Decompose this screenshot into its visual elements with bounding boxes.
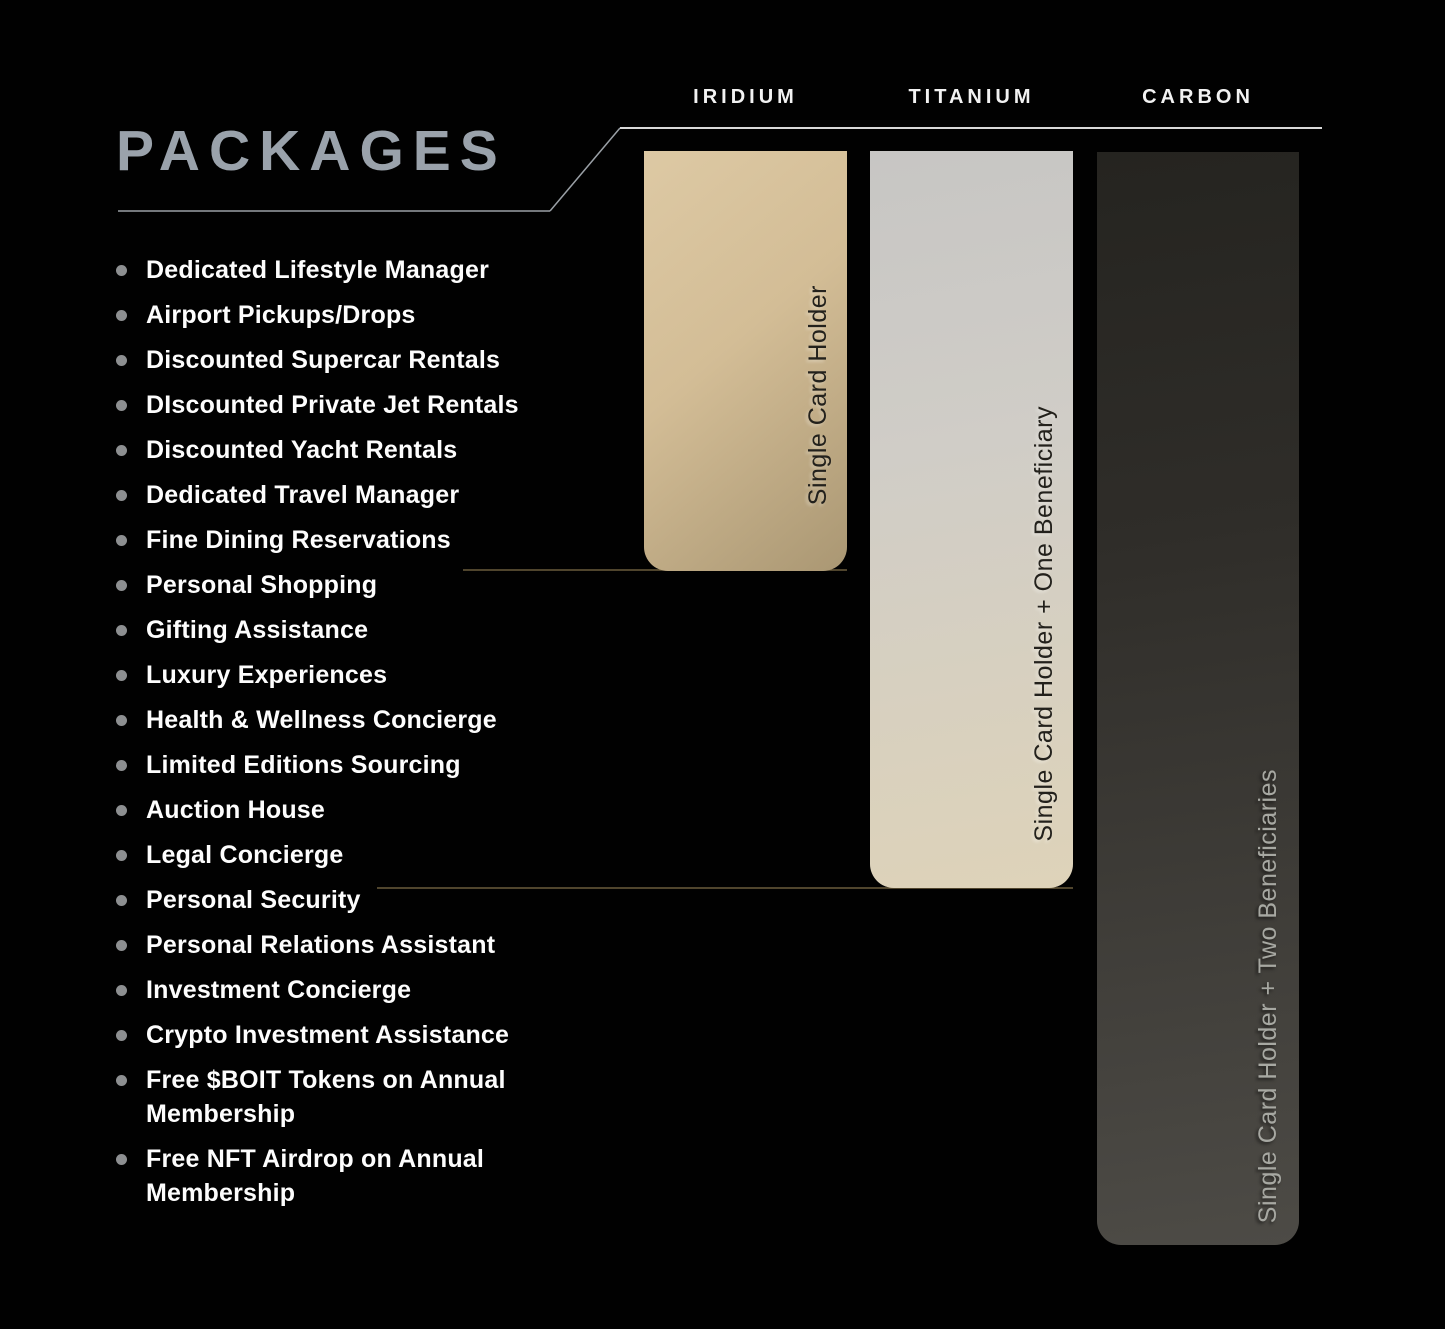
feature-label: Crypto Investment Assistance [146,1021,510,1049]
feature-label: Discounted Yacht Rentals [146,436,458,464]
feature-item [116,658,596,692]
feature-item [116,613,596,647]
feature-label: Investment Concierge [146,976,412,1004]
bullet-icon [116,805,127,816]
bullet-icon [116,1075,127,1086]
feature-item [116,478,596,512]
feature-item [116,253,596,287]
feature-label: Auction House [146,796,325,824]
feature-label: Luxury Experiences [146,661,388,689]
diagonal-connector-line [550,128,620,211]
feature-item [116,1063,596,1131]
package-bar-iridium [644,151,847,571]
feature-item [116,1018,596,1052]
page-title: PACKAGES [116,119,507,183]
feature-label: Dedicated Lifestyle Manager [146,256,490,284]
feature-label: Free NFT Airdrop on Annual Membership [146,1145,485,1207]
tier-label-titanium: Single Card Holder + One Beneficiary [1030,406,1058,842]
feature-item [116,343,596,377]
feature-item [116,298,596,332]
bullet-icon [116,1030,127,1041]
feature-label: Airport Pickups/Drops [146,301,416,329]
feature-label: Dedicated Travel Manager [146,481,460,509]
tier-label-carbon: Single Card Holder + Two Beneficiaries [1254,768,1282,1223]
bullet-icon [116,265,127,276]
bullet-icon [116,850,127,861]
feature-label: Personal Shopping [146,571,378,599]
bullet-icon [116,760,127,771]
feature-item [116,523,596,557]
bullet-icon [116,400,127,411]
package-bar-carbon [1097,152,1299,1245]
feature-label: Discounted Supercar Rentals [146,346,501,374]
feature-item [116,388,596,422]
feature-item [116,748,596,782]
feature-label: DIscounted Private Jet Rentals [146,391,519,419]
feature-label: Legal Concierge [146,841,344,869]
bullet-icon [116,490,127,501]
bullet-icon [116,985,127,996]
tier-label-iridium: Single Card Holder [804,284,832,505]
package-bar-titanium [870,151,1073,888]
feature-item [116,1142,596,1210]
bullet-icon [116,310,127,321]
bullet-icon [116,445,127,456]
feature-item [116,703,596,737]
bullet-icon [116,1154,127,1165]
bullet-icon [116,940,127,951]
feature-item [116,568,596,602]
feature-item [116,883,596,917]
bullet-icon [116,670,127,681]
feature-item [116,838,596,872]
feature-label: Free $BOIT Tokens on Annual Membership [146,1066,506,1128]
feature-label: Personal Security [146,886,361,914]
feature-item [116,928,596,962]
column-header-titanium: TITANIUM [908,86,1035,108]
feature-item [116,973,596,1007]
feature-item [116,793,596,827]
feature-label: Gifting Assistance [146,616,369,644]
column-header-carbon: CARBON [1142,86,1254,108]
bullet-icon [116,895,127,906]
feature-label: Limited Editions Sourcing [146,751,461,779]
feature-label: Fine Dining Reservations [146,526,451,554]
feature-item [116,433,596,467]
bullet-icon [116,625,127,636]
feature-label: Health & Wellness Concierge [146,706,497,734]
features-list [116,253,596,1221]
feature-label: Personal Relations Assistant [146,931,496,959]
bullet-icon [116,580,127,591]
bullet-icon [116,355,127,366]
bullet-icon [116,535,127,546]
column-header-iridium: IRIDIUM [693,86,798,108]
bullet-icon [116,715,127,726]
